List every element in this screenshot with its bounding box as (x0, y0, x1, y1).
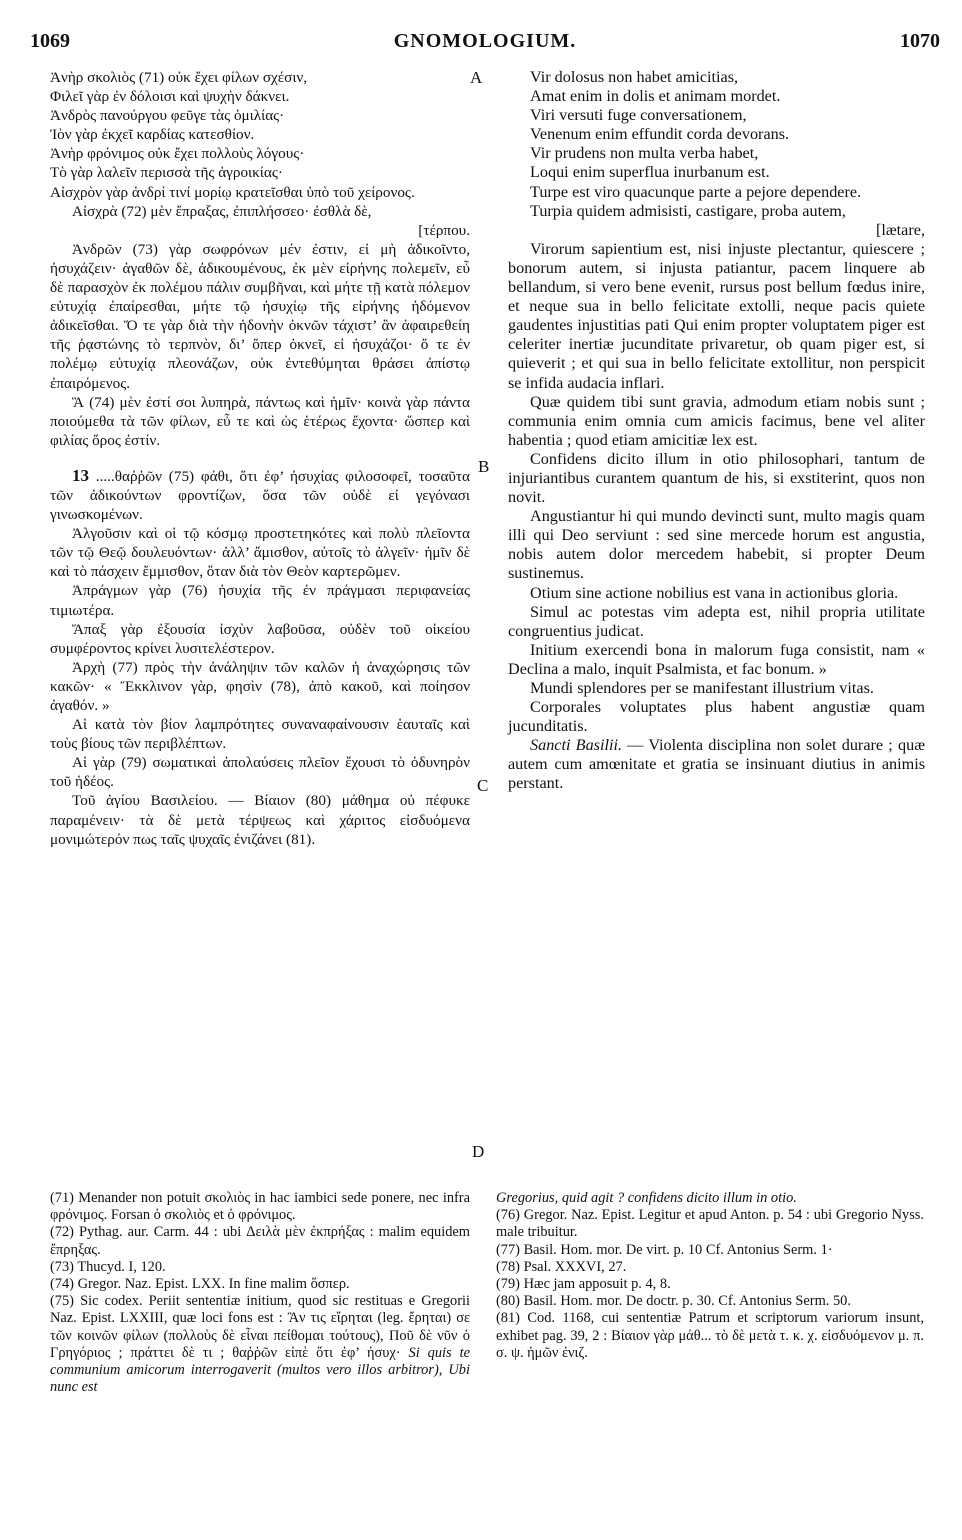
author-attribution: Sancti Basilii. (530, 736, 622, 755)
greek-verse-overflow: [τέρπου. (418, 221, 470, 239)
latin-verse-overflow: [lætare, (876, 220, 925, 239)
greek-paragraph: Αἰσχρὰ (72) μὲν ἔπραξας, ἐπιπλήσσεο· ἐσθλὰ δὲ, (72, 202, 372, 220)
footnote-continuation (496, 1190, 924, 1207)
greek-text: .....θαῤῥῶν (75) φάθι, ὅτι ἐφ’ ἡσυχίας φιλοσοφεῖ, τοσαῦτα τῶν ἀδικούντων φροντίζων, ὅσα τῶν οὐδὲ εἰ γεγόνασι γινωσκομένων. (50, 467, 470, 524)
margin-letter-c: C (477, 776, 489, 795)
greek-verse: Φιλεῖ γὰρ ἐν δόλοισι καὶ ψυχὴν δάκνει. (50, 88, 290, 106)
margin-letter-b: B (478, 457, 490, 476)
latin-paragraph: Corporales voluptates plus habent angustiæ quam jucunditatis. (508, 698, 925, 736)
greek-paragraph: Ἅπαξ γὰρ ἐξουσία ἰσχὺν λαβοῦσα, οὐδὲν τοῦ οἰκείου συμφέροντος κρίνει λυσιτελέστερον. (50, 620, 470, 657)
latin-verse: Venenum enim effundit corda devorans. (530, 125, 790, 144)
margin-letter-a: A (470, 68, 483, 87)
latin-paragraph: Virorum sapientium est, nisi injuste plectantur, quiescere ; bonorum autem, si injusta patiantur, pacem linquere ab bellandum, si vero bene evenit, rursus post bellum fœdus inire, et neque sua in bello felicitate extolli, neque pacis quiete gaudentes injustitias pati Qui enim propter voluptatem piger est celeriter inertiæ jucunditate privaretur, ob quam piger est, si quieverit ; et qui sua in bello felicitate extollitur, non perspicit se infida audacia inflari. (508, 239, 925, 392)
greek-verse: Ἀνδρὸς πανούργου φεῦγε τὰς ὁμιλίας· (50, 107, 285, 125)
footnote: (73) Thucyd. I, 120. (50, 1258, 166, 1275)
page-number-left: 1069 (30, 30, 70, 52)
latin-paragraph: Confidens dicito illum in otio philosophari, tantum de injuriantibus curantem quantum de his, si exstiterint, quos non novit. (508, 449, 925, 507)
footnote: (79) Hæc jam apposuit p. 4, 8. (496, 1276, 671, 1293)
running-title: GNOMOLOGIUM. (393, 30, 577, 52)
footnote: (78) Psal. XXXVI, 27. (496, 1258, 627, 1275)
latin-paragraph: Quæ quidem tibi sunt gravia, admodum etiam nobis sunt ; communia enim omnia cum amicis facimus, bene vel aliter habentia ; quod etiam amicitiæ lex est. (508, 392, 925, 449)
greek-paragraph: Ἀρχὴ (77) πρὸς τὴν ἀνάληψιν τῶν καλῶν ἡ ἀναχώρησις τῶν κακῶν· « Ἔκκλινον γὰρ, φησὶν (78), ἀπὸ κακοῦ, καὶ ποίησον ἀγαθόν. » (50, 658, 470, 714)
footnote-text: (75) Sic codex. Periit sententiæ initium, quod sic restituas e Gregorii Naz. Epist. LXXIII, quæ loci fons est : Ἂν τις εἴρηται (leg. ἔρηται) σε τῶν κοινῶν φίλων (πολλοὺς δὲ εἶναι πείθομαι τούτους), Ποῦ δὲ νῦν ὁ Γρηγόριος ; πράττει δὲ τι ; θαῤῥῶν εἰπὲ ὅτι ἐφ’ ἡσυχ· (50, 1293, 470, 1361)
latin-paragraph: Mundi splendores per se manifestant illustrium vitas. (530, 679, 874, 697)
footnote: (71) Menander non potuit σκολιὸς in hac iambici sede ponere, nec infra φρόνιμος. Forsan ὁ σκολιὸς et ὁ φρόνιμος. (50, 1190, 470, 1224)
greek-paragraph: Ἀπράγμων γὰρ (76) ἡσυχία τῆς ἐν πράγμασι περιφανείας τιμιωτέρα. (50, 582, 470, 619)
footnote-translation: Gregorius, quid agit ? confidens dicito illum in otio. (496, 1190, 797, 1206)
greek-paragraph: Αἱ γὰρ (79) σωματικαὶ ἀπολαύσεις πλεῖον ἔχουσι τὸ ὀδυνηρὸν τοῦ ἡδέος. (50, 754, 470, 791)
margin-letter-d: D (472, 1142, 485, 1161)
latin-verse: Amat enim in dolis et animam mordet. (530, 87, 781, 106)
greek-paragraph: Ἀλγοῦσιν καὶ οἱ τῷ κόσμῳ προστετηκότες καὶ πολὺ πλεῖοντα τῶν τῷ Θεῷ δουλευόντων· ἀλλ’ ἄμισθον, αὐτοῖς τὸ ἀλγεῖν· ἡμῖν δὲ καὶ τὸ πάσχειν ἔμμισθον, ὅταν διὰ τὸν Θεὸν καρτερῶμεν. (50, 525, 470, 581)
greek-verse: Τὸ γὰρ λαλεῖν περισσὰ τῆς ἀγροικίας· (50, 164, 283, 182)
latin-paragraph: Angustiantur hi qui mundo devincti sunt, multo magis quam illi qui Deo serviunt : sed sine mercede horum est angustia, nobis autem dolor mercedem habebit, si propter Deum sustinemus. (508, 507, 925, 583)
greek-paragraph: Αἱ κατὰ τὸν βίον λαμπρότητες συναναφαίνουσιν ἑαυταῖς καὶ τοὺς βίους τῶν περιβλέπτων. (50, 716, 470, 753)
greek-verse: Αἰσχρὸν γὰρ ἀνδρί τινί μορίῳ κρατεῖσθαι ὑπὸ τοῦ χείρονος. (50, 183, 415, 201)
footnotes-right (496, 1190, 924, 1362)
latin-text: — Violenta disciplina non solet durare ; quæ autem cum amœnitate et gratia se insinuant diutius in animis perstant. (508, 736, 925, 793)
page-number-right: 1070 (900, 30, 940, 52)
greek-paragraph (50, 466, 470, 524)
greek-verse: Ἀνὴρ σκολιὸς (71) οὐκ ἔχει φίλων σχέσιν, (50, 69, 308, 86)
greek-verse: Ἰὸν γὰρ ἐκχεῖ καρδίας κατεσθίον. (50, 126, 255, 144)
latin-paragraph: Turpe est viro quacunque parte a pejore dependere. (530, 182, 862, 201)
footnote-translation: Si quis te communium amicorum interrogaverit (multos vero illos arbitror), Ubi nunc est (50, 1344, 470, 1396)
greek-paragraph: Ἃ (74) μὲν ἐστί σοι λυπηρὰ, πάντως καὶ ἡμῖν· κοινὰ γὰρ πάντα ποιούμεθα τὰ τῶν φίλων, εὖ τε καὶ ὡς ἑτέρως ἔχοντα· ὥσπερ καὶ φιλίας ὅρος ἐστίν. (50, 393, 470, 449)
latin-verse: Loqui enim superflua inurbanum est. (530, 163, 770, 182)
latin-column (508, 68, 925, 794)
section-number: 13 (72, 465, 89, 485)
latin-verse: Vir dolosus non habet amicitias, (530, 68, 739, 86)
latin-paragraph (508, 736, 925, 793)
latin-paragraph: Simul ac potestas vim adepta est, nihil propria utilitate congruentius judicat. (508, 602, 925, 640)
latin-verse: Viri versuti fuge conversationem, (530, 106, 747, 125)
latin-paragraph: Turpia quidem admisisti, castigare, proba autem, (530, 201, 846, 220)
greek-verse: Ἀνὴρ φρόνιμος οὐκ ἔχει πολλοὺς λόγους· (50, 145, 305, 163)
footnote: (74) Gregor. Naz. Epist. LXX. In fine malim ὅσπερ. (50, 1276, 350, 1293)
footnotes-left (50, 1190, 470, 1396)
footnote: (80) Basil. Hom. mor. De doctr. p. 30. Cf. Antonius Serm. 50. (496, 1293, 851, 1310)
latin-paragraph: Initium exercendi bona in malorum fuga consistit, nam « Declina a malo, inquit Psalmista, et fac bonum. » (508, 640, 925, 678)
footnote: (76) Gregor. Naz. Epist. Legitur et apud Anton. p. 54 : ubi Gregorio Nyss. male tribuitur. (496, 1207, 924, 1241)
page-header (30, 30, 940, 58)
greek-paragraph: Τοῦ ἁγίου Βασιλείου. — Βίαιον (80) μάθημα οὐ πέφυκε παραμένειν· τὰ δὲ μετὰ τέρψεως καὶ χάριτος εἰσδυόμενα μονιμώτερόν πως ταῖς ψυχαῖς ἐνιζάνει (81). (50, 792, 470, 848)
greek-column (50, 68, 470, 849)
latin-paragraph: Otium sine actione nobilius est vana in actionibus gloria. (530, 583, 899, 602)
latin-verse: Vir prudens non multa verba habet, (530, 144, 759, 163)
footnote: (72) Pythag. aur. Carm. 44 : ubi Δειλὰ μὲν ἐκπρήξας : malim equidem ἔπρηξας. (50, 1224, 470, 1258)
footnote (50, 1293, 470, 1396)
footnote: (77) Basil. Hom. mor. De virt. p. 10 Cf. Antonius Serm. 1· (496, 1241, 833, 1258)
footnote: (81) Cod. 1168, cui sententiæ Patrum et scriptorum variorum insunt, exhibet pag. 39, 2 : Βίαιον γὰρ μάθ... τὸ δὲ μετὰ τ. κ. χ. εἰσδυόμενον μ. π. σ. ψ. ἡμῶν ἐνιζ. (496, 1310, 924, 1361)
greek-paragraph: Ἀνδρῶν (73) γὰρ σωφρόνων μέν ἐστιν, εἰ μὴ ἀδικοῖντο, ἡσυχάζειν· ἀγαθῶν δὲ, ἀδικουμένους, ἐκ μὲν εἰρήνης πολεμεῖν, εὖ δὲ παρασχὸν ἐκ πολέμου πάλιν συμβῆναι, καὶ μήτε τῇ κατὰ πόλεμον εὐτυχίᾳ ἐπαίρεσθαι, μήτε τῷ ἡσυχίῳ τῆς εἰρήνης ἡδόμενον ἀδικεῖσθαι. Ὅ τε γὰρ διὰ τὴν ἡδονὴν ὀκνῶν τάχιστ’ ἂν ἀφαιρεθείη τῆς ῥᾳστώνης τὸ τερπνὸν, δι’ ὅπερ ὀκνεῖ, εἰ ἡσυχάζοι· ὅ τε ἐν πολέμῳ εὐτυχίᾳ πλεονάζων, οὐκ ἐντεθύμηται θράσει ἀπίστῳ ἐπαιρόμενος. (50, 240, 470, 392)
